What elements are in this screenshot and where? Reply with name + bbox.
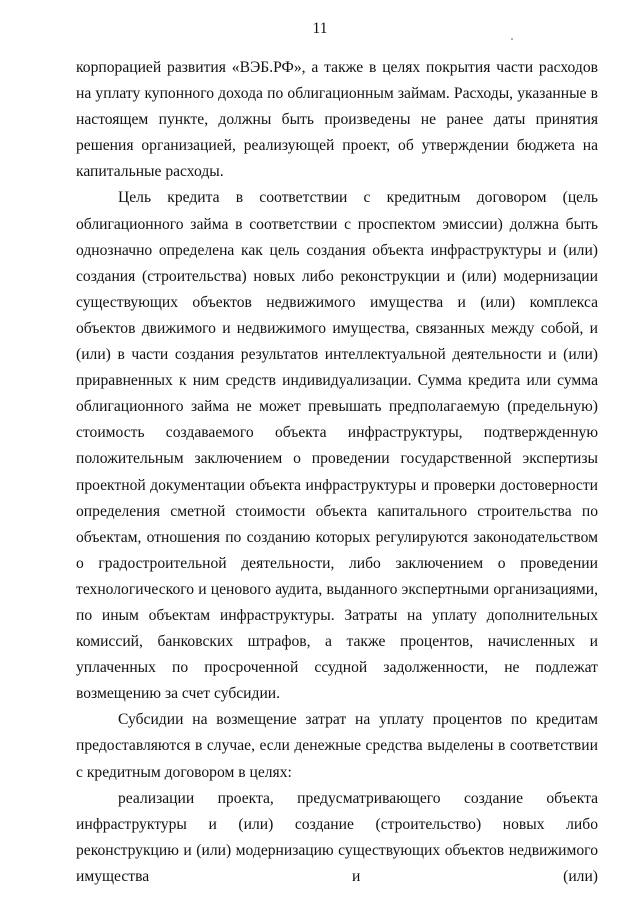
- paragraph-subsidy-conditions: Субсидии на возмещение затрат на уплату процентов по кредитам предоставляются в случае, если денежные средства выделены в соответствии с кредитным договором в целях:: [76, 711, 598, 781]
- paragraph-credit-purpose: Цель кредита в соответствии с кредитным договором (цель облигационного займа в соответствии с проспектом эмиссии) должна быть однозначно определена как цель создания объекта инфраструктуры и (или) создания (строительства) новых либо реконструкции и (или) модернизации существующих объектов недвижимого имущества и (или) комплекса объектов движимого и недвижимого имущества, связанных между собой, и (или) в части создания результатов интеллектуальной деятельности и (или) приравненных к ним средств индивидуализации. Сумма кредита или сумма облигационного займа не может превышать предполагаемую (предельную) стоимость создаваемого объекта инфраструктуры, подтвержденную положительным заключением о проведении государственной экспертизы проектной документации объекта инфраструктуры и проверки достоверности определения сметной стоимости объекта капитального строительства по объектам, отношения по созданию которых регулируются законодательством о градостроительной деятельности, либо заключением о проведении технологического и ценового аудита, выданного экспертными организациями, по иным объектам инфраструктуры. Затраты на уплату дополнительных комиссий, банковских штрафов, а также процентов, начисленных и уплаченных по просроченной ссудной задолженности, не подлежат возмещению за счет субсидии.: [76, 189, 598, 703]
- paragraph-continuation: корпорацией развития «ВЭБ.РФ», а также в целях покрытия части расходов на уплату купонного дохода по облигационным займам. Расходы, указанные в настоящем пункте, должны быть произведены не ранее даты принятия решения организацией, реализующей проект, об утверждении бюджета на капитальные расходы.: [76, 59, 598, 181]
- page-number: 11: [312, 20, 328, 37]
- scan-speck: [511, 38, 513, 40]
- paragraph-project-implementation: реализации проекта, предусматривающего создание объекта инфраструктуры и (или) создание (строительство) новых либо реконструкцию и (или) модернизацию существующих объектов недвижимого имущества и (или): [76, 789, 598, 885]
- document-body: [76, 55, 598, 890]
